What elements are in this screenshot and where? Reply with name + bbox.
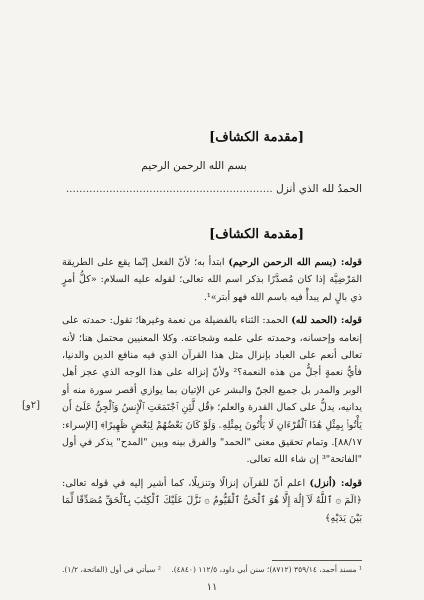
section-heading-1: [مقدمة الكشاف] — [209, 130, 304, 145]
faint-running-header — [120, 58, 310, 68]
hamd-text: الحمدُ لله الذي أنزل — [276, 183, 362, 195]
heading-1-text: مقدمة الكشاف — [215, 130, 298, 145]
footnote-2: ² سيأتي في أول (الفاتحة، ١/٢). — [62, 565, 161, 574]
manuscript-folio-marker: [٢و] — [22, 400, 41, 411]
footnotes — [62, 564, 362, 575]
hamd-line — [62, 182, 362, 196]
paragraph-1 — [62, 254, 362, 306]
footnote-separator — [272, 560, 362, 561]
heading-2-text: مقدمة الكشاف — [215, 227, 298, 242]
paragraph-1-text: ابتدأ به؛ لأنّ الفعل إنّما يقع على الطريقة المَرْضِيَّة إذا كان مُصدَّرًا بذكر اسم الله تعالى؛ لقوله عليه السلام: «كلُّ أمرٍ ذي بالٍ لم يبدأْ فيه باسم الله فهو أبتر»¹. — [62, 257, 362, 303]
basmala: بسم الله الرحمن الرحيم — [141, 160, 247, 172]
paragraph-2-text: الحمد: الثناء بالفضيلة من نعمة وغيرها؛ تقول: حمدته على إنعامه وإحسانه، وحمدته على علمه وشجاعته. وكلا المعنيين محتمل هنا؛ لأنه تعالى أنعم على العباد بإنزال مثل هذا القرآن الذي فيه منافع الدين والدنيا، فأيُّ نعمةٍ أجلُّ من هذه النعمة؟² ولأنّ إنزاله على هذا الوجه الذي عجز أهل الوبر والمدر بل جميع الجنّ والبشر عن الإتيان بما يوازي أقصر سورة منه أو يدانيه، يدلُّ على كمال القدرة والعلم؛ ﴿قُل لَّئِنِ ٱجْتَمَعَتِ ٱلْإِنسُ وَٱلْجِنُّ عَلَىٰٓ أَن يَأْتُوا۟ بِمِثْلِ هَٰذَا ٱلْقُرْءَانِ لَا يَأْتُونَ بِمِثْلِهِۦ وَلَوْ كَانَ بَعْضُهُمْ لِبَعْضٍ ظَهِيرًا﴾ [الإسراء: ٨٨/١٧]. وتمام تحقيق معنى "الحمد" والفرق بينه وبين "المدح" يذكر في أول "الفاتحة"³ إن شاء الله تعالى. — [62, 315, 362, 466]
paragraph-3-lead: قوله: (أنزل) — [309, 477, 362, 489]
paragraph-2-lead: قوله: (الحمد لله) — [291, 315, 363, 327]
paragraph-1-lead: قوله: (بسم الله الرحمن الرحيم) — [228, 257, 363, 268]
paragraph-2 — [62, 312, 362, 469]
footnote-1: ¹ مسند أحمد، ٣٥٩/١٤ (٨٧١٢)؛ سنن أبي داود، ١١٢/٥ (٤٨٤٠). — [171, 565, 362, 574]
footnote-row — [62, 564, 362, 575]
section-heading-2: [مقدمة الكشاف] — [209, 227, 304, 242]
paragraph-3 — [62, 475, 362, 527]
commentary-body — [62, 254, 362, 533]
hamd-dots: .............................................................. — [65, 183, 273, 195]
page-number: ١١ — [206, 582, 218, 593]
paragraph-3-text: اعلم أنّ للقرآن إنزالًا وتنزيلًا، كما أشير إليه في قوله تعالى: ﴿الٓمٓ ۞ ٱللَّهُ لَآ إِلَٰهَ إِلَّا هُوَ ٱلْحَىُّ ٱلْقَيُّومُ ۞ نَزَّلَ عَلَيْكَ ٱلْكِتَٰبَ بِٱلْحَقِّ مُصَدِّقًا لِّمَا بَيْنَ يَدَيْهِ﴾ — [62, 477, 362, 524]
